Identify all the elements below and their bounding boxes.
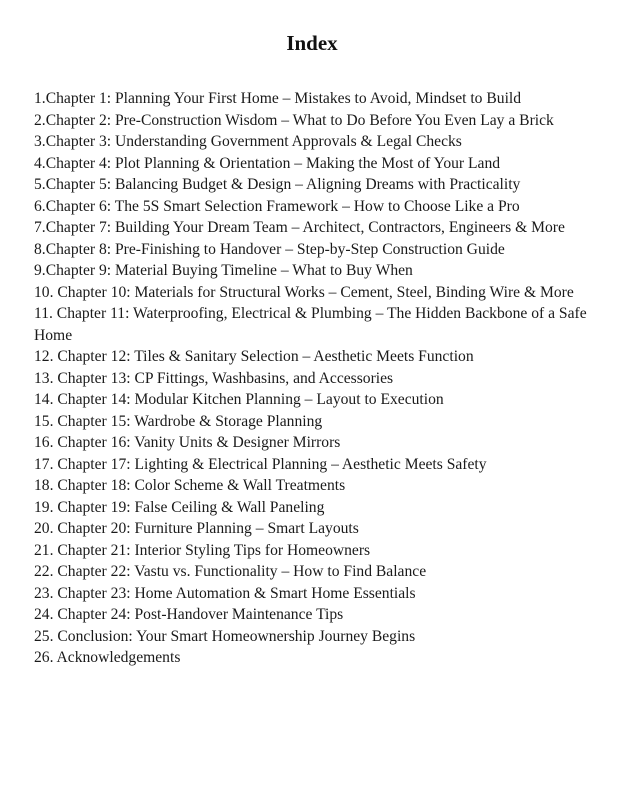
index-entry: 26. Acknowledgements: [34, 649, 181, 666]
index-entry: 2.Chapter 2: Pre-Construction Wisdom – What to Do Before You Even Lay a Brick: [34, 111, 554, 129]
index-entry: 22. Chapter 22: Vastu vs. Functionality – How to Find Balance: [34, 563, 427, 580]
index-entry: 17. Chapter 17: Lighting & Electrical Planning – Aesthetic Meets Safety: [34, 455, 487, 473]
index-entry: 7.Chapter 7: Building Your Dream Team – Architect, Contractors, Engineers & More: [34, 219, 565, 236]
index-entry: 1.Chapter 1: Planning Your First Home – Mistakes to Avoid, Mindset to Build: [34, 90, 522, 107]
index-entry: 21. Chapter 21: Interior Styling Tips for Homeowners: [34, 541, 371, 559]
index-entry: 5.Chapter 5: Balancing Budget & Design – Aligning Dreams with Practicality: [34, 176, 521, 193]
index-entry: 25. Conclusion: Your Smart Homeownership Journey Begins: [34, 627, 416, 645]
index-entry: 19. Chapter 19: False Ceiling & Wall Paneling: [34, 498, 325, 516]
index-entry: 23. Chapter 23: Home Automation & Smart Home Essentials: [34, 584, 416, 602]
index-entry: 18. Chapter 18: Color Scheme & Wall Treatments: [34, 477, 346, 494]
index-entry: 12. Chapter 12: Tiles & Sanitary Selection – Aesthetic Meets Function: [34, 348, 474, 365]
index-entry: 11. Chapter 11: Waterproofing, Electrical & Plumbing – The Hidden Backbone of a Safe Home: [34, 305, 587, 344]
page-title: Index: [286, 31, 338, 55]
index-entry: 3.Chapter 3: Understanding Government Approvals & Legal Checks: [34, 133, 462, 150]
index-entry: 9.Chapter 9: Material Buying Timeline – What to Buy When: [34, 262, 413, 279]
index-entry: 13. Chapter 13: CP Fittings, Washbasins, and Accessories: [34, 369, 394, 387]
index-entry: 15. Chapter 15: Wardrobe & Storage Planning: [34, 412, 323, 430]
index-entry: 16. Chapter 16: Vanity Units & Designer Mirrors: [34, 434, 341, 451]
index-entry: 6.Chapter 6: The 5S Smart Selection Framework – How to Choose Like a Pro: [34, 197, 520, 215]
index-entry: 4.Chapter 4: Plot Planning & Orientation – Making the Most of Your Land: [34, 154, 501, 172]
index-entry: 24. Chapter 24: Post-Handover Maintenance Tips: [34, 606, 344, 623]
index-list: [34, 88, 594, 669]
index-entry: 10. Chapter 10: Materials for Structural Works – Cement, Steel, Binding Wire & More: [34, 283, 574, 301]
index-entry: 20. Chapter 20: Furniture Planning – Smart Layouts: [34, 520, 359, 537]
index-entry: 14. Chapter 14: Modular Kitchen Planning – Layout to Execution: [34, 391, 444, 408]
index-entry: 8.Chapter 8: Pre-Finishing to Handover – Step-by-Step Construction Guide: [34, 240, 505, 258]
